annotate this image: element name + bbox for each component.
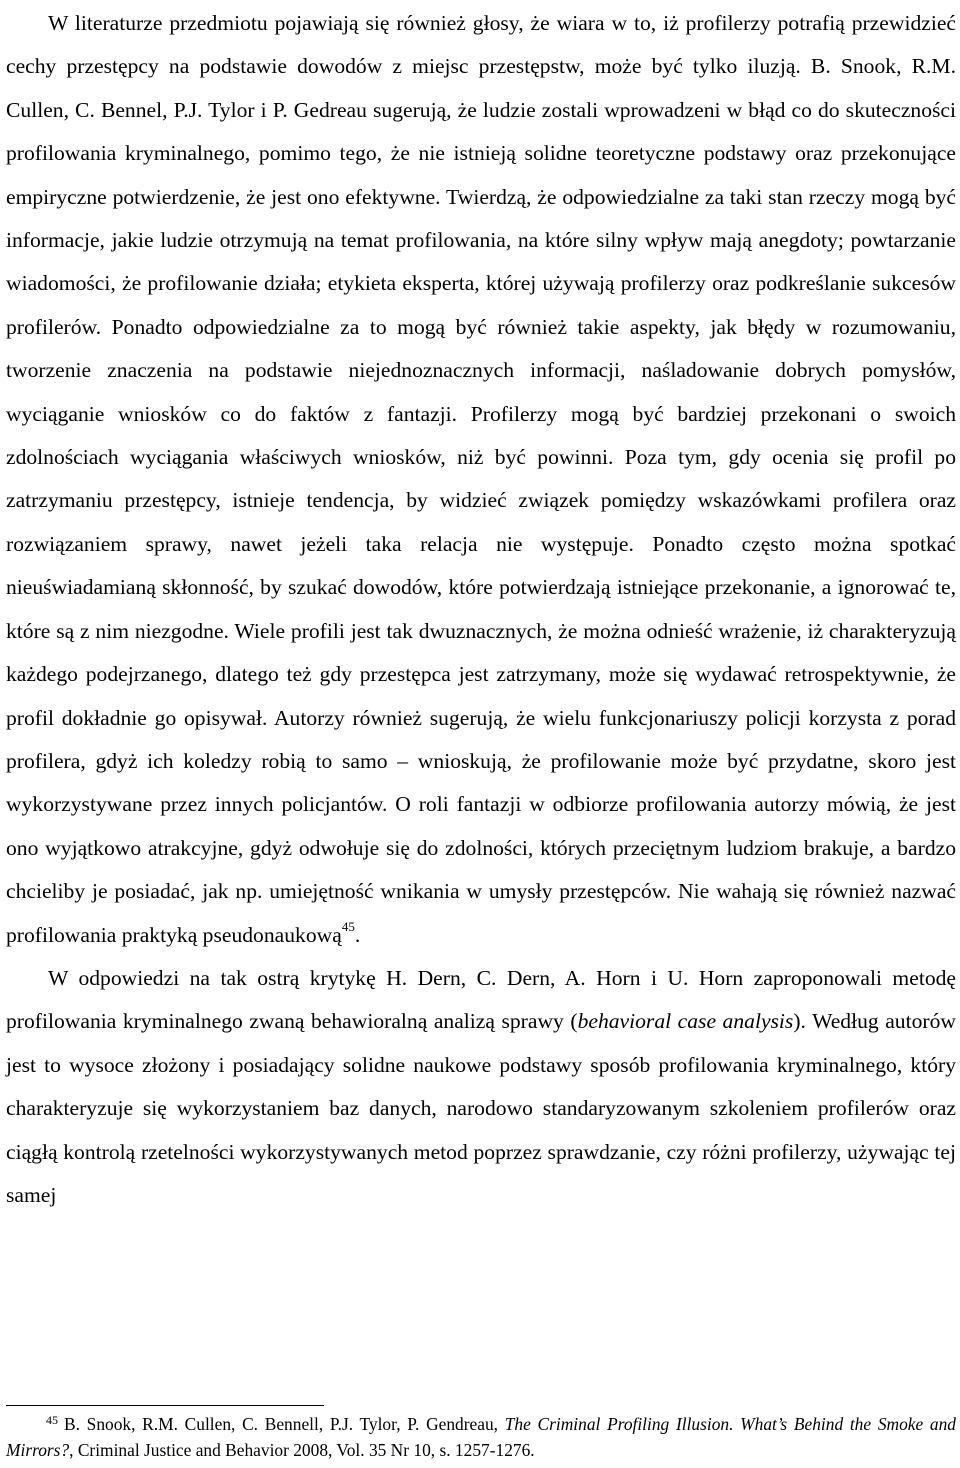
footnote-separator bbox=[6, 1405, 324, 1406]
footnote-publication: , Criminal Justice and Behavior 2008, Vol. 35 Nr 10, s. 1257-1276. bbox=[69, 1440, 535, 1460]
paragraph-bca-text-2: ). Według autorów jest to wysoce złożony i posiadający solidne naukowe podstawy sposób profilowania kryminalnego, który charakteryzuje się wykorzystaniem baz danych, narodowo standaryzowanym szkoleniem profilerów oraz ciągłą kontrolą rzetelności wykorzystywanych metod poprzez sprawdzanie, czy różni profilerzy, używając tej samej bbox=[6, 1009, 956, 1207]
paragraph-bca-text-1: W odpowiedzi na tak ostrą krytykę H. Dern, C. Dern, A. Horn i U. Horn zaproponowali metodę profilowania kryminalnego zwaną behawioralną analizą sprawy ( bbox=[6, 965, 956, 1034]
footnote-title: The Criminal Profiling Illusion. What’s Behind the Smoke and Mirrors? bbox=[6, 1414, 957, 1460]
footnote-reference[interactable]: 45 bbox=[341, 919, 355, 935]
paragraph-criticism-text: W literaturze przedmiotu pojawiają się również głosy, że wiara w to, iż profilerzy potrafią przewidzieć cechy przestępcy na podstawie dowodów z miejsc przestępstw, może być tylko iluzją. B. Snook, R.M. Cullen, C. Bennel, P.J. Tylor i P. Gedreau sugerują, że ludzie zostali wprowadzeni w błąd co do skuteczności profilowania kryminalnego, pomimo tego, że nie istnieją solidne teoretyczne podstawy oraz przekonujące empiryczne potwierdzenie, że jest ono efektywne. Twierdzą, że odpowiedzialne za taki stan rzeczy mogą być informacje, jakie ludzie otrzymują na temat profilowania, na które silny wpływ mają anegdoty; powtarzanie wiadomości, że profilowanie działa; etykieta eksperta, której używają profilerzy oraz podkreślanie sukcesów profilerów. Ponadto odpowiedzialne za to mogą być również takie aspekty, jak błędy w rozumowaniu, tworzenie znaczenia na podstawie niejednoznacznych informacji, naśladowanie dobrych pomysłów, wyciąganie wniosków co do faktów z fantazji. Profilerzy mogą być bardziej przekonani o swoich zdolnościach wyciągania właściwych wniosków, niż być powinni. Poza tym, gdy ocenia się profil po zatrzymaniu przestępcy, istnieje tendencja, by widzieć związek pomiędzy wskazówkami profilera oraz rozwiązaniem sprawy, nawet jeżeli taka relacja nie występuje. Ponadto często można spotkać nieuświadamianą skłonność, by szukać dowodów, które potwierdzają istniejące przekonanie, a ignorować te, które są z nim niezgodne. Wiele profili jest tak dwuznacznych, że można odnieść wrażenie, iż charakteryzują każdego podejrzanego, dlatego też gdy przestępca jest zatrzymany, może się wydawać retrospektywnie, że profil dokładnie go opisywał. Autorzy również sugerują, że wielu funkcjonariuszy policji korzysta z porad profilera, gdyż ich koledzy robią to samo – wnioskują, że profilowanie może być przydatne, skoro jest wykorzystywane przez innych policjantów. O roli fantazji w odbiorze profilowania autorzy mówią, że jest ono wyjątkowo atrakcyjne, gdyż odwołuje się do zdolności, których przeciętnym ludziom brakuje, a bardzo chcieliby je posiadać, jak np. umiejętność wnikania w umysły przestępców. Nie wahają się również nazwać profilowania praktyką pseudonaukową bbox=[6, 11, 956, 947]
document-page bbox=[6, 0, 956, 1217]
footnote-number: 45 bbox=[46, 1413, 58, 1427]
footnote bbox=[6, 1412, 956, 1462]
paragraph-behavioral-case-analysis bbox=[6, 957, 956, 1217]
paragraph-bca-italic-term: behavioral case analysis bbox=[577, 1009, 794, 1034]
paragraph-criticism-end: . bbox=[354, 922, 361, 947]
footnote-authors: B. Snook, R.M. Cullen, C. Bennell, P.J. Tylor, P. Gendreau, bbox=[64, 1414, 505, 1434]
paragraph-criticism bbox=[6, 2, 956, 957]
